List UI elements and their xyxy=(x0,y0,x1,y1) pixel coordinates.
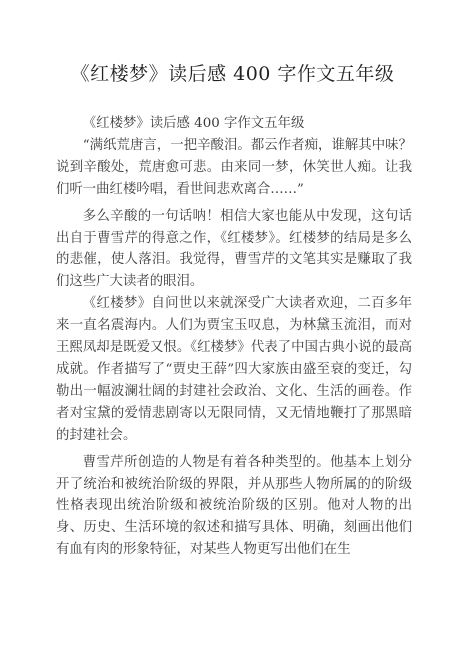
paragraph: 曹雪芹所创造的人物是有着各种类型的。他基本上划分开了统治和被统治阶级的界限，并从那些人物所属的的阶级性格表现出统治阶级和被统治阶级的区别。他对人物的出身、历史、生活环境的叙述和描写具体、明确，刻画出他们有血有肉的形象特征，对某些人物更写出他们在生 xyxy=(56,454,412,558)
page-title: 《红楼梦》读后感 400 字作文五年级 xyxy=(70,63,395,85)
paragraph: 多么辛酸的一句话呐！相信大家也能从中发现，这句话出自于曹雪芹的得意之作，《红楼梦》。红楼梦的结局是多么的悲催，使人落泪。我觉得，曹雪芹的文笔其实是赚取了我们这些广大读者的眼泪。 xyxy=(56,208,412,290)
article-body xyxy=(56,113,412,561)
paragraph: 《红楼梦》自问世以来就深受广大读者欢迎，二百多年来一直名震海内。人们为贾宝玉叹息，为林黛玉流泪，而对王熙凤却是既爱又恨。《红楼梦》代表了中国古典小说的最高成就。作者描写了“贾史王薛”四大家族由盛至衰的变迁，勾勒出一幅波澜壮阔的封建社会政治、文化、生活的画卷。作者对宝黛的爱情悲剧寄以无限同情，又无情地鞭打了那黑暗的封建社会。 xyxy=(56,296,412,443)
paragraph-poem: “满纸荒唐言，一把辛酸泪。都云作者痴，谁解其中味？说到辛酸处，荒唐愈可悲。由来同一梦，休笑世人痴。让我们听一曲红楼吟唱，看世间悲欢离合……” xyxy=(56,137,412,197)
paragraph-subtitle: 《红楼梦》读后感 400 字作文五年级 xyxy=(82,116,305,131)
